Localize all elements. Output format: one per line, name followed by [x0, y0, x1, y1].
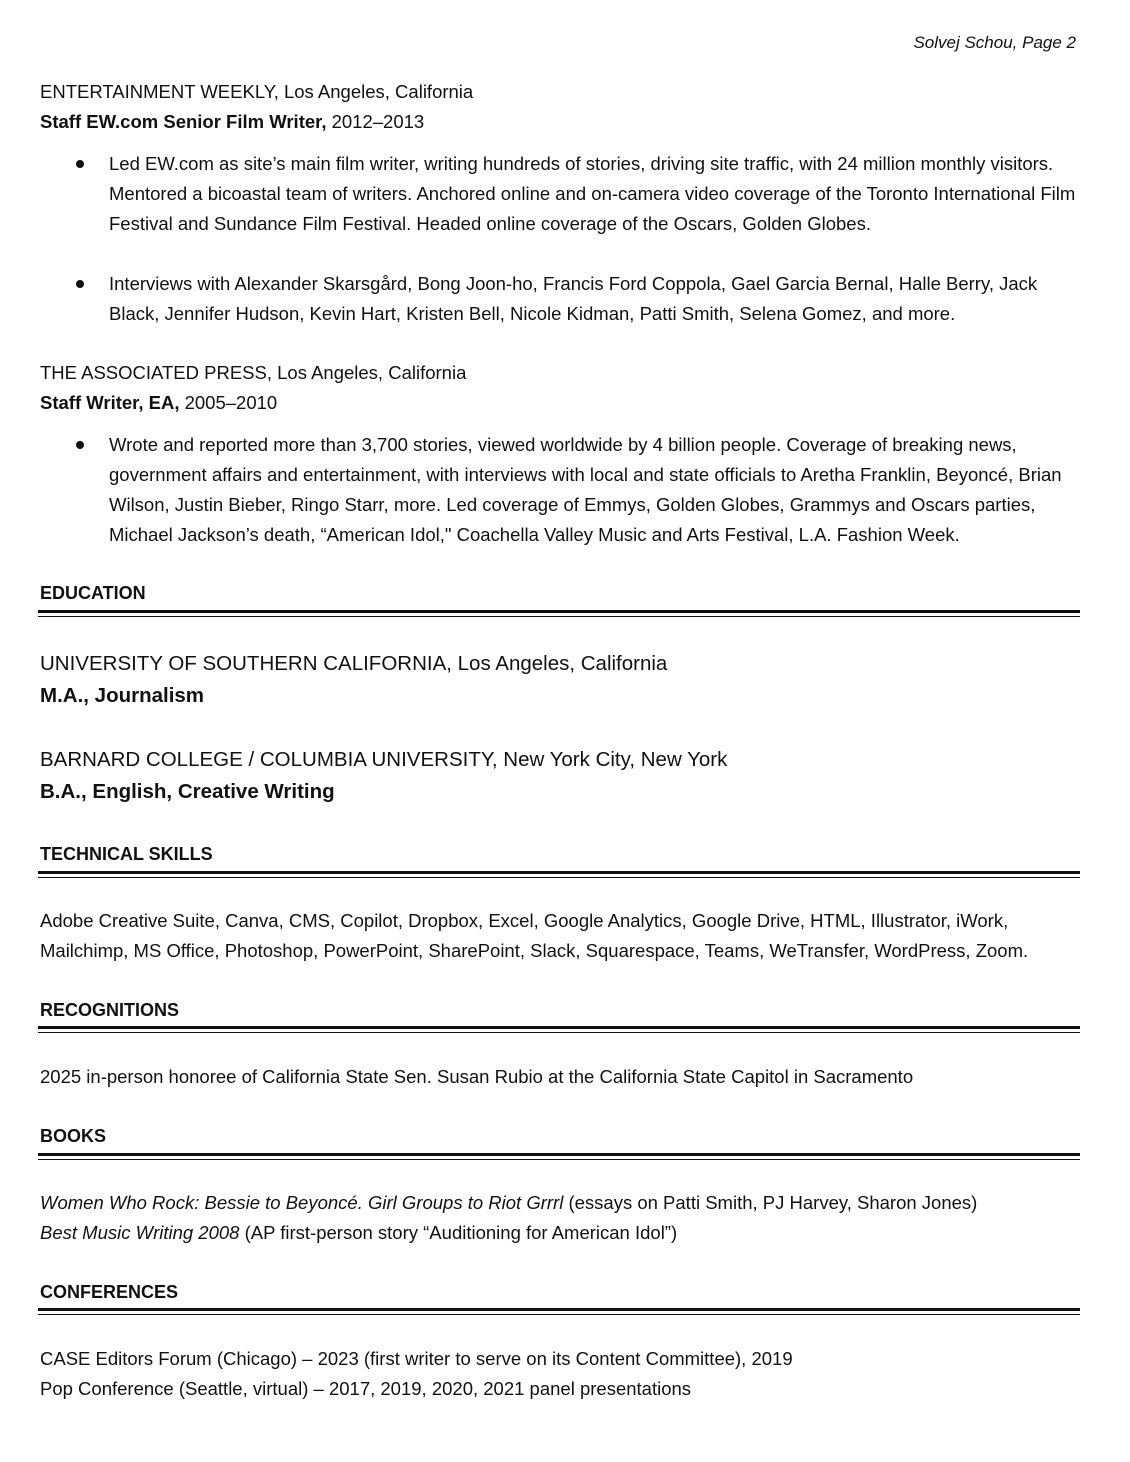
school-name: UNIVERSITY OF SOUTHERN CALIFORNIA, Los Angeles, California	[40, 652, 668, 675]
bullet-list	[40, 430, 1085, 550]
book-note: (AP first-person story “Auditioning for American Idol”)	[239, 1222, 678, 1243]
section-divider	[38, 1308, 1080, 1315]
experience-entry	[40, 358, 1085, 550]
section-divider	[38, 1153, 1080, 1160]
bullet-item: Wrote and reported more than 3,700 stories, viewed worldwide by 4 billion people. Coverage of breaking news, government affairs and entertainment, with interviews with local and state officials to Aretha Franklin, Beyoncé, Brian Wilson, Justin Bieber, Ringo Starr, more. Led coverage of Emmys, Golden Globes, Grammys and Oscars parties, Michael Jackson’s death, “American Idol," Coachella Valley Music and Arts Festival, L.A. Fashion Week.	[40, 430, 1085, 550]
book-title: Women Who Rock: Bessie to Beyoncé. Girl Groups to Riot Grrrl	[40, 1192, 564, 1213]
book-item	[40, 1188, 1085, 1218]
conference-item: Pop Conference (Seattle, virtual) – 2017, 2019, 2020, 2021 panel presentations	[40, 1378, 692, 1399]
education-entry	[40, 648, 1085, 712]
bullet-item: Led EW.com as site’s main film writer, writing hundreds of stories, driving site traffic, with 24 million monthly visitors. Mentored a bicoastal team of writers. Anchored online and on-camera video coverage of the Toronto International Film Festival and Sundance Film Festival. Headed online coverage of the Oscars, Golden Globes.	[40, 149, 1085, 239]
bullet-item: Interviews with Alexander Skarsgård, Bong Joon-ho, Francis Ford Coppola, Gael Garcia Bernal, Halle Berry, Jack Black, Jennifer Hudson, Kevin Hart, Kristen Bell, Nicole Kidman, Patti Smith, Selena Gomez, and more.	[40, 269, 1085, 329]
role-title: Staff EW.com Senior Film Writer,	[40, 111, 327, 132]
book-note: (essays on Patti Smith, PJ Harvey, Sharon Jones)	[563, 1192, 978, 1213]
conferences-list	[40, 1344, 1085, 1404]
employer: ENTERTAINMENT WEEKLY, Los Angeles, California	[40, 81, 474, 102]
degree: B.A., English, Creative Writing	[40, 780, 335, 803]
skills-text: Adobe Creative Suite, Canva, CMS, Copilot, Dropbox, Excel, Google Analytics, Google Drive, HTML, Illustrator, iWork, Mailchimp, MS Office, Photoshop, PowerPoint, SharePoint, Slack, Squarespace, Teams, WeTransfer, WordPress, Zoom.	[40, 910, 1029, 961]
page-header: Solvej Schou, Page 2	[913, 33, 1076, 52]
bullet-list	[40, 149, 1085, 329]
section-divider	[38, 871, 1080, 878]
section-heading-recognitions: RECOGNITIONS	[40, 1000, 180, 1020]
education-entry	[40, 744, 1085, 808]
section-heading-conferences: CONFERENCES	[40, 1282, 179, 1302]
section-heading-books: BOOKS	[40, 1126, 107, 1146]
employer: THE ASSOCIATED PRESS, Los Angeles, California	[40, 362, 467, 383]
section-divider	[38, 610, 1080, 617]
role-title: Staff Writer, EA,	[40, 392, 180, 413]
degree: M.A., Journalism	[40, 684, 205, 707]
school-name: BARNARD COLLEGE / COLUMBIA UNIVERSITY, New York City, New York	[40, 748, 728, 771]
book-title: Best Music Writing 2008	[40, 1222, 240, 1243]
book-item	[40, 1218, 1085, 1248]
role-dates: 2012–2013	[326, 111, 425, 132]
section-heading-skills: TECHNICAL SKILLS	[40, 844, 213, 864]
section-heading-education: EDUCATION	[40, 583, 146, 603]
experience-entry	[40, 77, 1085, 329]
role-line	[40, 388, 1085, 418]
books-list	[40, 1188, 1085, 1248]
conference-item: CASE Editors Forum (Chicago) – 2023 (first writer to serve on its Content Committee), 2019	[40, 1348, 793, 1369]
role-dates: 2005–2010	[179, 392, 278, 413]
section-divider	[38, 1026, 1080, 1033]
recognitions-text: 2025 in-person honoree of California State Sen. Susan Rubio at the California State Capitol in Sacramento	[40, 1066, 914, 1087]
role-line	[40, 107, 1085, 137]
